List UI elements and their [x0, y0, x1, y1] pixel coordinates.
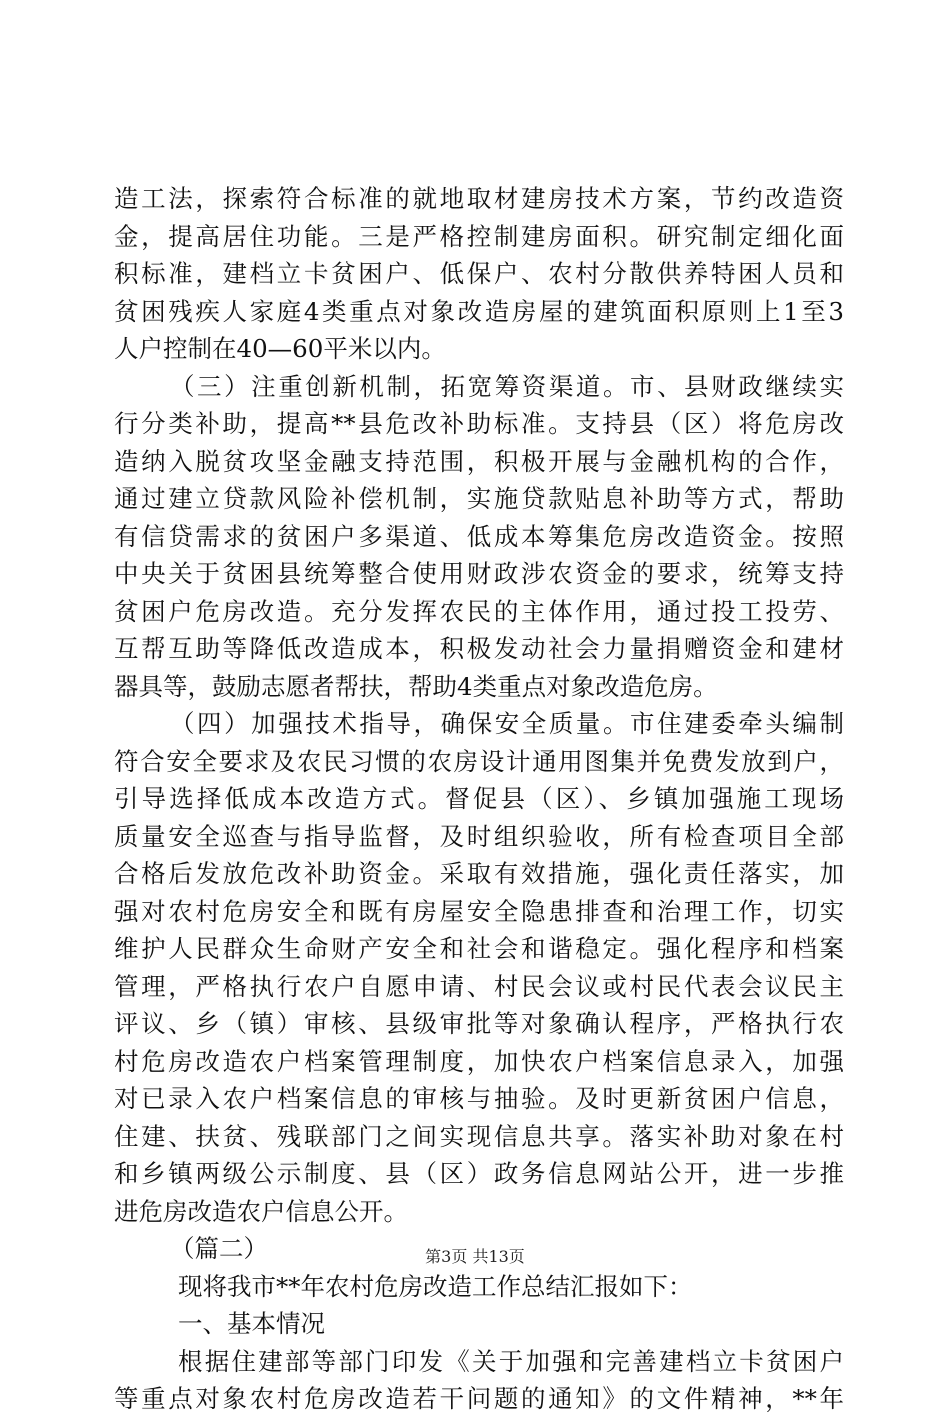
- text-line: 中央关于贫困县统筹整合使用财政涉农资金的要求，统筹支持: [114, 559, 844, 588]
- text-line: 等重点对象农村危房改造若干问题的通知》的文件精神，**年: [114, 1384, 844, 1413]
- text-line: 贫困残疾人家庭4类重点对象改造房屋的建筑面积原则上1至3: [114, 296, 844, 326]
- text-line: 符合安全要求及农民习惯的农房设计通用图集并免费发放到户，: [114, 746, 844, 776]
- text-line: 现将我市**年农村危房改造工作总结汇报如下：: [178, 1271, 693, 1301]
- section-heading-line: （四）加强技术指导，确保安全质量。市住建委牵头编制: [170, 709, 844, 738]
- text-line: 进危房改造农户信息公开。: [114, 1196, 408, 1226]
- text-line: 评议、乡（镇）审核、县级审批等对象确认程序，严格执行农: [114, 1009, 844, 1038]
- text-line: 贫困户危房改造。充分发挥农民的主体作用，通过投工投劳、: [114, 596, 844, 626]
- page-footer: 第3页 共13页: [425, 1247, 525, 1266]
- text-line: 住建、扶贫、残联部门之间实现信息共享。落实补助对象在村: [114, 1121, 844, 1151]
- text-line: 金，提高居住功能。三是严格控制建房面积。研究制定细化面: [114, 221, 844, 251]
- text-line: 质量安全巡查与指导监督，及时组织验收，所有检查项目全部: [114, 821, 844, 851]
- document-body: [114, 180, 844, 1418]
- section-heading-line: 一、基本情况: [178, 1309, 325, 1338]
- text-line: 互帮互助等降低改造成本，积极发动社会力量捐赠资金和建材: [114, 634, 844, 663]
- text-line: 管理，严格执行农户自愿申请、村民会议或村民代表会议民主: [114, 971, 844, 1001]
- text-line: 有信贷需求的贫困户多渠道、低成本筹集危房改造资金。按照: [114, 521, 844, 551]
- section-heading-line: （三）注重创新机制，拓宽筹资渠道。市、县财政继续实: [170, 371, 844, 401]
- text-line: 维护人民群众生命财产安全和社会和谐稳定。强化程序和档案: [114, 934, 844, 963]
- text-line: 积标准，建档立卡贫困户、低保户、农村分散供养特困人员和: [114, 259, 844, 288]
- text-line: 根据住建部等部门印发《关于加强和完善建档立卡贫困户: [178, 1346, 844, 1376]
- text-line: 造纳入脱贫攻坚金融支持范围，积极开展与金融机构的合作，: [114, 446, 844, 476]
- text-line: 合格后发放危改补助资金。采取有效措施，强化责任落实，加: [114, 859, 844, 888]
- text-line: 强对农村危房安全和既有房屋安全隐患排查和治理工作，切实: [114, 896, 844, 926]
- text-line: 行分类补助，提高**县危改补助标准。支持县（区）将危房改: [114, 409, 844, 438]
- text-line: 通过建立贷款风险补偿机制，实施贷款贴息补助等方式，帮助: [114, 484, 844, 513]
- text-line: 人户控制在40—60平米以内。: [114, 334, 446, 363]
- text-line: 村危房改造农户档案管理制度，加快农户档案信息录入，加强: [114, 1046, 844, 1076]
- text-line: 引导选择低成本改造方式。督促县（区）、乡镇加强施工现场: [114, 784, 844, 813]
- text-line: 和乡镇两级公示制度、县（区）政务信息网站公开，进一步推: [114, 1159, 844, 1188]
- text-line: 造工法，探索符合标准的就地取材建房技术方案，节约改造资: [114, 184, 844, 213]
- text-line: 对已录入农户档案信息的审核与抽验。及时更新贫困户信息，: [114, 1084, 844, 1113]
- chapter-label: （篇二）: [170, 1234, 268, 1263]
- text-line: 器具等，鼓励志愿者帮扶，帮助4类重点对象改造危房。: [114, 671, 718, 701]
